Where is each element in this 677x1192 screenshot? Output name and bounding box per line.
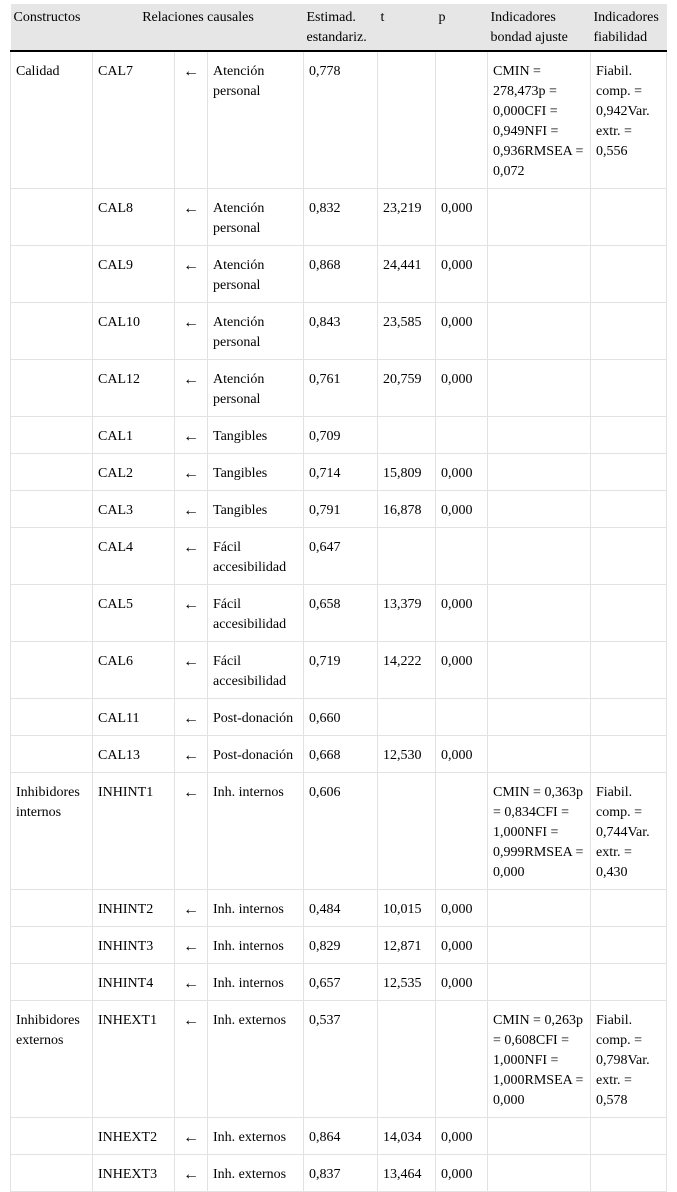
cell-factor: Post-donación [208,736,304,773]
cell-p [436,51,488,189]
cell-p: 0,000 [436,585,488,642]
cell-bondad: CMIN = 278,473p = 0,000CFI = 0,949NFI = 0,936RMSEA = 0,072 [488,51,591,189]
cell-fiabilidad [591,360,667,417]
cell-constructo [11,1118,93,1155]
results-table [10,4,667,1192]
cell-t: 14,222 [378,642,436,699]
cell-fiabilidad: Fiabil. comp. = 0,942Var. extr. = 0,556 [591,51,667,189]
cell-constructo [11,736,93,773]
arrow-icon: ← [175,1001,208,1118]
cell-bondad [488,585,591,642]
cell-item: CAL6 [93,642,175,699]
cell-fiabilidad [591,699,667,736]
cell-item: CAL9 [93,246,175,303]
cell-factor: Atención personal [208,303,304,360]
arrow-icon: ← [175,642,208,699]
cell-fiabilidad [591,1118,667,1155]
table-row [11,491,667,528]
table-row [11,699,667,736]
cell-fiabilidad [591,417,667,454]
cell-constructo [11,642,93,699]
cell-item: INHINT2 [93,890,175,927]
cell-estimad: 0,537 [304,1001,378,1118]
cell-constructo [11,699,93,736]
cell-estimad: 0,837 [304,1155,378,1192]
arrow-icon: ← [175,585,208,642]
cell-constructo [11,360,93,417]
cell-p: 0,000 [436,454,488,491]
header-p: p [436,4,488,51]
cell-item: CAL10 [93,303,175,360]
cell-estimad: 0,791 [304,491,378,528]
cell-estimad: 0,647 [304,528,378,585]
cell-t [378,699,436,736]
cell-item: INHINT4 [93,964,175,1001]
arrow-icon: ← [175,773,208,890]
header-fiabilidad: Indicadores fiabilidad [591,4,667,51]
cell-factor: Tangibles [208,491,304,528]
cell-t: 15,809 [378,454,436,491]
arrow-icon: ← [175,417,208,454]
cell-estimad: 0,778 [304,51,378,189]
table-row [11,454,667,491]
cell-item: INHEXT1 [93,1001,175,1118]
cell-fiabilidad [591,303,667,360]
cell-constructo [11,927,93,964]
cell-bondad [488,736,591,773]
cell-bondad [488,1155,591,1192]
header-estimad: Estimad. estandariz. [304,4,378,51]
cell-constructo: Inhibidores internos [11,773,93,890]
cell-constructo [11,246,93,303]
cell-t [378,773,436,890]
cell-constructo [11,528,93,585]
cell-constructo [11,454,93,491]
cell-t: 16,878 [378,491,436,528]
cell-bondad [488,890,591,927]
cell-item: INHINT1 [93,773,175,890]
cell-factor: Tangibles [208,417,304,454]
cell-bondad [488,360,591,417]
cell-item: CAL13 [93,736,175,773]
cell-fiabilidad [591,189,667,246]
cell-t: 12,530 [378,736,436,773]
cell-fiabilidad: Fiabil. comp. = 0,798Var. extr. = 0,578 [591,1001,667,1118]
cell-estimad: 0,868 [304,246,378,303]
cell-fiabilidad [591,927,667,964]
cell-p: 0,000 [436,246,488,303]
cell-factor: Inh. externos [208,1155,304,1192]
cell-estimad: 0,658 [304,585,378,642]
arrow-icon: ← [175,189,208,246]
cell-item: INHEXT3 [93,1155,175,1192]
cell-estimad: 0,714 [304,454,378,491]
cell-item: CAL8 [93,189,175,246]
cell-estimad: 0,657 [304,964,378,1001]
cell-estimad: 0,829 [304,927,378,964]
arrow-icon: ← [175,360,208,417]
cell-p: 0,000 [436,189,488,246]
cell-p: 0,000 [436,927,488,964]
arrow-icon: ← [175,246,208,303]
header-bondad: Indicadores bondad ajuste [488,4,591,51]
table-row [11,773,667,890]
cell-factor: Inh. internos [208,964,304,1001]
cell-estimad: 0,761 [304,360,378,417]
cell-item: CAL12 [93,360,175,417]
cell-t: 12,535 [378,964,436,1001]
table-row [11,964,667,1001]
cell-estimad: 0,660 [304,699,378,736]
cell-t: 23,585 [378,303,436,360]
table-body [11,51,667,1192]
cell-t: 13,464 [378,1155,436,1192]
table-row [11,51,667,189]
cell-bondad [488,491,591,528]
cell-p: 0,000 [436,491,488,528]
arrow-icon: ← [175,890,208,927]
cell-constructo [11,303,93,360]
cell-factor: Post-donación [208,699,304,736]
header-t: t [378,4,436,51]
table-row [11,303,667,360]
cell-estimad: 0,668 [304,736,378,773]
cell-t [378,528,436,585]
arrow-icon: ← [175,528,208,585]
arrow-icon: ← [175,1118,208,1155]
arrow-icon: ← [175,736,208,773]
cell-bondad [488,964,591,1001]
cell-item: CAL11 [93,699,175,736]
cell-fiabilidad [591,585,667,642]
cell-t [378,417,436,454]
cell-constructo [11,491,93,528]
cell-estimad: 0,843 [304,303,378,360]
cell-t: 24,441 [378,246,436,303]
table-row [11,246,667,303]
table-header [11,4,667,51]
cell-factor: Inh. externos [208,1118,304,1155]
cell-p: 0,000 [436,303,488,360]
cell-fiabilidad [591,736,667,773]
cell-factor: Fácil accesibilidad [208,642,304,699]
cell-bondad [488,454,591,491]
cell-bondad [488,417,591,454]
table-row [11,417,667,454]
cell-estimad: 0,709 [304,417,378,454]
cell-constructo [11,1155,93,1192]
table-row [11,890,667,927]
cell-constructo: Inhibidores externos [11,1001,93,1118]
cell-item: CAL2 [93,454,175,491]
cell-estimad: 0,719 [304,642,378,699]
cell-p: 0,000 [436,1155,488,1192]
arrow-icon: ← [175,1155,208,1192]
cell-factor: Fácil accesibilidad [208,528,304,585]
cell-fiabilidad [591,528,667,585]
cell-fiabilidad [591,1155,667,1192]
cell-estimad: 0,484 [304,890,378,927]
table-container [10,4,666,1192]
cell-estimad: 0,832 [304,189,378,246]
table-row [11,1155,667,1192]
cell-item: INHINT3 [93,927,175,964]
cell-bondad: CMIN = 0,363p = 0,834CFI = 1,000NFI = 0,999RMSEA = 0,000 [488,773,591,890]
cell-t: 10,015 [378,890,436,927]
cell-fiabilidad [591,890,667,927]
cell-item: INHEXT2 [93,1118,175,1155]
cell-item: CAL4 [93,528,175,585]
cell-bondad [488,189,591,246]
cell-constructo [11,417,93,454]
table-row [11,642,667,699]
cell-factor: Tangibles [208,454,304,491]
table-row [11,360,667,417]
arrow-icon: ← [175,303,208,360]
table-row [11,927,667,964]
cell-constructo: Calidad [11,51,93,189]
cell-t [378,51,436,189]
cell-bondad [488,528,591,585]
arrow-icon: ← [175,51,208,189]
arrow-icon: ← [175,699,208,736]
cell-estimad: 0,606 [304,773,378,890]
cell-fiabilidad [591,491,667,528]
cell-fiabilidad [591,246,667,303]
cell-constructo [11,964,93,1001]
cell-item: CAL1 [93,417,175,454]
cell-fiabilidad: Fiabil. comp. = 0,744Var. extr. = 0,430 [591,773,667,890]
cell-p: 0,000 [436,736,488,773]
arrow-icon: ← [175,454,208,491]
cell-p: 0,000 [436,964,488,1001]
cell-estimad: 0,864 [304,1118,378,1155]
cell-p [436,1001,488,1118]
cell-p [436,773,488,890]
cell-t [378,1001,436,1118]
header-relaciones: Relaciones causales [93,4,304,51]
table-row [11,189,667,246]
cell-factor: Inh. internos [208,773,304,890]
cell-fiabilidad [591,964,667,1001]
arrow-icon: ← [175,491,208,528]
cell-item: CAL3 [93,491,175,528]
cell-p [436,528,488,585]
cell-t: 23,219 [378,189,436,246]
cell-bondad [488,642,591,699]
table-row [11,528,667,585]
cell-factor: Atención personal [208,51,304,189]
cell-factor: Atención personal [208,246,304,303]
cell-item: CAL5 [93,585,175,642]
cell-factor: Inh. internos [208,927,304,964]
cell-fiabilidad [591,642,667,699]
cell-t: 14,034 [378,1118,436,1155]
table-row [11,1001,667,1118]
cell-item: CAL7 [93,51,175,189]
cell-p: 0,000 [436,1118,488,1155]
cell-constructo [11,890,93,927]
cell-factor: Atención personal [208,189,304,246]
cell-p: 0,000 [436,890,488,927]
cell-factor: Atención personal [208,360,304,417]
cell-p: 0,000 [436,360,488,417]
cell-fiabilidad [591,454,667,491]
cell-bondad [488,699,591,736]
cell-t: 12,871 [378,927,436,964]
table-row [11,585,667,642]
arrow-icon: ← [175,927,208,964]
table-row [11,736,667,773]
cell-factor: Inh. externos [208,1001,304,1118]
cell-bondad [488,246,591,303]
arrow-icon: ← [175,964,208,1001]
cell-constructo [11,585,93,642]
table-row [11,1118,667,1155]
cell-p: 0,000 [436,642,488,699]
cell-bondad: CMIN = 0,263p = 0,608CFI = 1,000NFI = 1,000RMSEA = 0,000 [488,1001,591,1118]
cell-t: 13,379 [378,585,436,642]
cell-factor: Fácil accesibilidad [208,585,304,642]
cell-constructo [11,189,93,246]
cell-bondad [488,927,591,964]
cell-p [436,417,488,454]
cell-p [436,699,488,736]
header-constructos: Constructos [11,4,93,51]
cell-t: 20,759 [378,360,436,417]
cell-factor: Inh. internos [208,890,304,927]
cell-bondad [488,303,591,360]
cell-bondad [488,1118,591,1155]
